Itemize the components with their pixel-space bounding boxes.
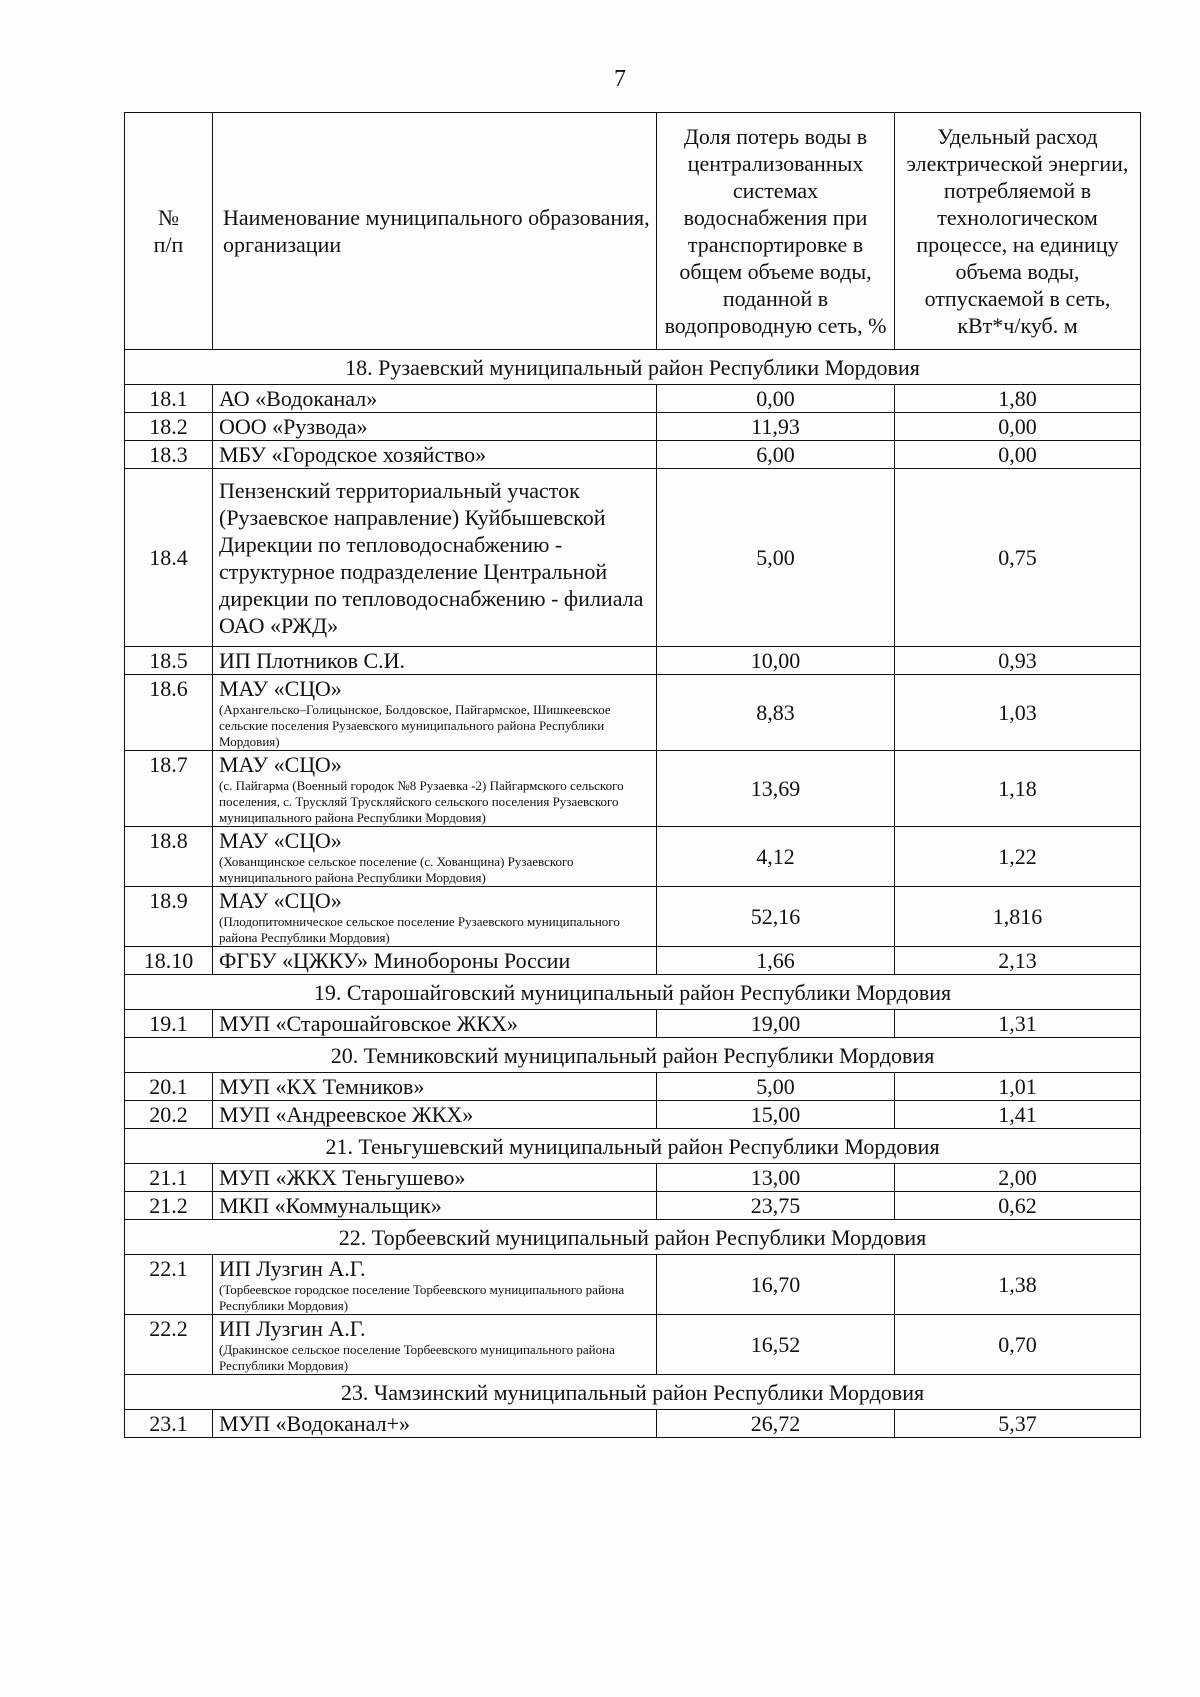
section-row	[125, 1129, 1141, 1164]
org-cell	[213, 947, 657, 975]
org-name: МАУ «СЦО»	[219, 752, 342, 777]
org-cell	[213, 1073, 657, 1101]
section-title: 20. Темниковский муниципальный район Республики Мордовия	[125, 1038, 1141, 1073]
loss-value: 23,75	[657, 1192, 895, 1220]
org-cell	[213, 1101, 657, 1129]
section-row	[125, 350, 1141, 385]
energy-value: 1,816	[895, 887, 1141, 947]
table-row	[125, 1164, 1141, 1192]
row-number: 18.9	[125, 887, 213, 947]
org-name: ИП Лузгин А.Г.	[219, 1256, 366, 1281]
header-num: № п/п	[125, 113, 213, 350]
row-number: 18.10	[125, 947, 213, 975]
table-body	[125, 350, 1141, 1438]
org-name: МАУ «СЦО»	[219, 828, 342, 853]
org-cell	[213, 1410, 657, 1438]
header-energy: Удельный расход электрической энергии, потребляемой в технологическом процессе, на единицу объема воды, отпускаемой в сеть, кВт*ч/куб. м	[895, 113, 1141, 350]
table-row	[125, 1010, 1141, 1038]
loss-value: 5,00	[657, 469, 895, 647]
row-number: 18.7	[125, 751, 213, 827]
energy-value: 0,70	[895, 1315, 1141, 1375]
energy-value: 0,62	[895, 1192, 1141, 1220]
org-name: АО «Водоканал»	[219, 386, 378, 411]
org-name: ИП Лузгин А.Г.	[219, 1316, 366, 1341]
section-title: 23. Чамзинский муниципальный район Республики Мордовия	[125, 1375, 1141, 1410]
org-name: МАУ «СЦО»	[219, 676, 342, 701]
table-header-row	[125, 113, 1141, 350]
row-number: 22.1	[125, 1255, 213, 1315]
org-name: МУП «Водоканал+»	[219, 1411, 410, 1436]
energy-value: 1,80	[895, 385, 1141, 413]
row-number: 18.3	[125, 441, 213, 469]
table-row	[125, 827, 1141, 887]
table-row	[125, 469, 1141, 647]
data-table	[124, 112, 1141, 1438]
energy-value: 1,01	[895, 1073, 1141, 1101]
table-row	[125, 887, 1141, 947]
org-note: (с. Пайгарма (Военный городок №8 Рузаевка -2) Пайгармского сельского поселения, с. Трускляй Трускляйского сельского поселения Рузаевского муниципального района Республики Мордовия)	[219, 778, 624, 825]
energy-value: 0,75	[895, 469, 1141, 647]
section-row	[125, 1038, 1141, 1073]
loss-value: 4,12	[657, 827, 895, 887]
table-row	[125, 1315, 1141, 1375]
org-name: ФГБУ «ЦЖКУ» Минобороны России	[219, 948, 571, 973]
org-note: (Плодопитомническое сельское поселение Рузаевского муниципального района Республики Мордовия)	[219, 914, 620, 945]
row-number: 19.1	[125, 1010, 213, 1038]
table-row	[125, 947, 1141, 975]
energy-value: 1,31	[895, 1010, 1141, 1038]
energy-value: 1,22	[895, 827, 1141, 887]
row-number: 20.2	[125, 1101, 213, 1129]
table-row	[125, 1073, 1141, 1101]
section-row	[125, 1375, 1141, 1410]
org-cell	[213, 675, 657, 751]
section-title: 18. Рузаевский муниципальный район Республики Мордовия	[125, 350, 1141, 385]
org-name: МБУ «Городское хозяйство»	[219, 442, 487, 467]
loss-value: 19,00	[657, 1010, 895, 1038]
org-note: (Хованщинское сельское поселение (с. Хованщина) Рузаевского муниципального района Республики Мордовия)	[219, 854, 574, 885]
table-row	[125, 1255, 1141, 1315]
loss-value: 1,66	[657, 947, 895, 975]
org-cell	[213, 827, 657, 887]
loss-value: 16,70	[657, 1255, 895, 1315]
org-cell	[213, 647, 657, 675]
energy-value: 1,03	[895, 675, 1141, 751]
page-number: 7	[614, 66, 626, 92]
org-cell	[213, 1010, 657, 1038]
org-cell	[213, 887, 657, 947]
row-number: 22.2	[125, 1315, 213, 1375]
row-number: 18.6	[125, 675, 213, 751]
header-loss: Доля потерь воды в централизованных системах водоснабжения при транспортировке в общем объеме воды, поданной в водопроводную сеть, %	[657, 113, 895, 350]
row-number: 20.1	[125, 1073, 213, 1101]
energy-value: 2,00	[895, 1164, 1141, 1192]
loss-value: 13,00	[657, 1164, 895, 1192]
org-name: ИП Плотников С.И.	[219, 648, 406, 673]
loss-value: 10,00	[657, 647, 895, 675]
org-cell	[213, 469, 657, 647]
loss-value: 0,00	[657, 385, 895, 413]
section-row	[125, 975, 1141, 1010]
header-name: Наименование муниципального образования, организации	[213, 113, 657, 350]
org-name: МКП «Коммунальщик»	[219, 1193, 442, 1218]
org-cell	[213, 385, 657, 413]
loss-value: 8,83	[657, 675, 895, 751]
row-number: 18.1	[125, 385, 213, 413]
org-note: (Архангельско–Голицынское, Болдовское, Пайгармское, Шишкеевское сельские поселения Рузаевского муниципального района Республики Мордовия)	[219, 702, 611, 749]
energy-value: 1,18	[895, 751, 1141, 827]
energy-value: 0,00	[895, 413, 1141, 441]
table-row	[125, 751, 1141, 827]
row-number: 21.2	[125, 1192, 213, 1220]
table-row	[125, 385, 1141, 413]
section-row	[125, 1220, 1141, 1255]
energy-value: 0,00	[895, 441, 1141, 469]
org-cell	[213, 1192, 657, 1220]
loss-value: 16,52	[657, 1315, 895, 1375]
table-row	[125, 1192, 1141, 1220]
org-name: МУП «Старошайговское ЖКХ»	[219, 1011, 518, 1036]
energy-value: 0,93	[895, 647, 1141, 675]
org-name: ООО «Рузвода»	[219, 414, 368, 439]
row-number: 18.4	[125, 469, 213, 647]
table-row	[125, 1101, 1141, 1129]
section-title: 21. Теньгушевский муниципальный район Республики Мордовия	[125, 1129, 1141, 1164]
table-row	[125, 441, 1141, 469]
table-row	[125, 647, 1141, 675]
org-note: (Дракинское сельское поселение Торбеевского муниципального района Республики Мордовия)	[219, 1342, 615, 1373]
section-title: 19. Старошайговский муниципальный район Республики Мордовия	[125, 975, 1141, 1010]
energy-value: 1,41	[895, 1101, 1141, 1129]
loss-value: 13,69	[657, 751, 895, 827]
table-row	[125, 675, 1141, 751]
org-note: (Торбеевское городское поселение Торбеевского муниципального района Республики Мордовия)	[219, 1282, 625, 1313]
org-name: МУП «КХ Темников»	[219, 1074, 425, 1099]
org-cell	[213, 751, 657, 827]
loss-value: 11,93	[657, 413, 895, 441]
table-row	[125, 1410, 1141, 1438]
org-name: Пензенский территориальный участок (Рузаевское направление) Куйбышевской Дирекции по тепловодоснабжению - структурное подразделение Центральной дирекции по тепловодоснабжению - филиала ОАО «РЖД»	[219, 477, 644, 638]
row-number: 23.1	[125, 1410, 213, 1438]
org-name: МАУ «СЦО»	[219, 888, 342, 913]
org-name: МУП «Андреевское ЖКХ»	[219, 1102, 474, 1127]
row-number: 18.8	[125, 827, 213, 887]
row-number: 21.1	[125, 1164, 213, 1192]
energy-value: 2,13	[895, 947, 1141, 975]
loss-value: 26,72	[657, 1410, 895, 1438]
loss-value: 15,00	[657, 1101, 895, 1129]
org-cell	[213, 1315, 657, 1375]
org-name: МУП «ЖКХ Теньгушево»	[219, 1165, 466, 1190]
org-cell	[213, 1164, 657, 1192]
loss-value: 52,16	[657, 887, 895, 947]
org-cell	[213, 1255, 657, 1315]
loss-value: 6,00	[657, 441, 895, 469]
energy-value: 1,38	[895, 1255, 1141, 1315]
section-title: 22. Торбеевский муниципальный район Республики Мордовия	[125, 1220, 1141, 1255]
org-cell	[213, 441, 657, 469]
row-number: 18.2	[125, 413, 213, 441]
row-number: 18.5	[125, 647, 213, 675]
energy-value: 5,37	[895, 1410, 1141, 1438]
table-row	[125, 413, 1141, 441]
org-cell	[213, 413, 657, 441]
loss-value: 5,00	[657, 1073, 895, 1101]
